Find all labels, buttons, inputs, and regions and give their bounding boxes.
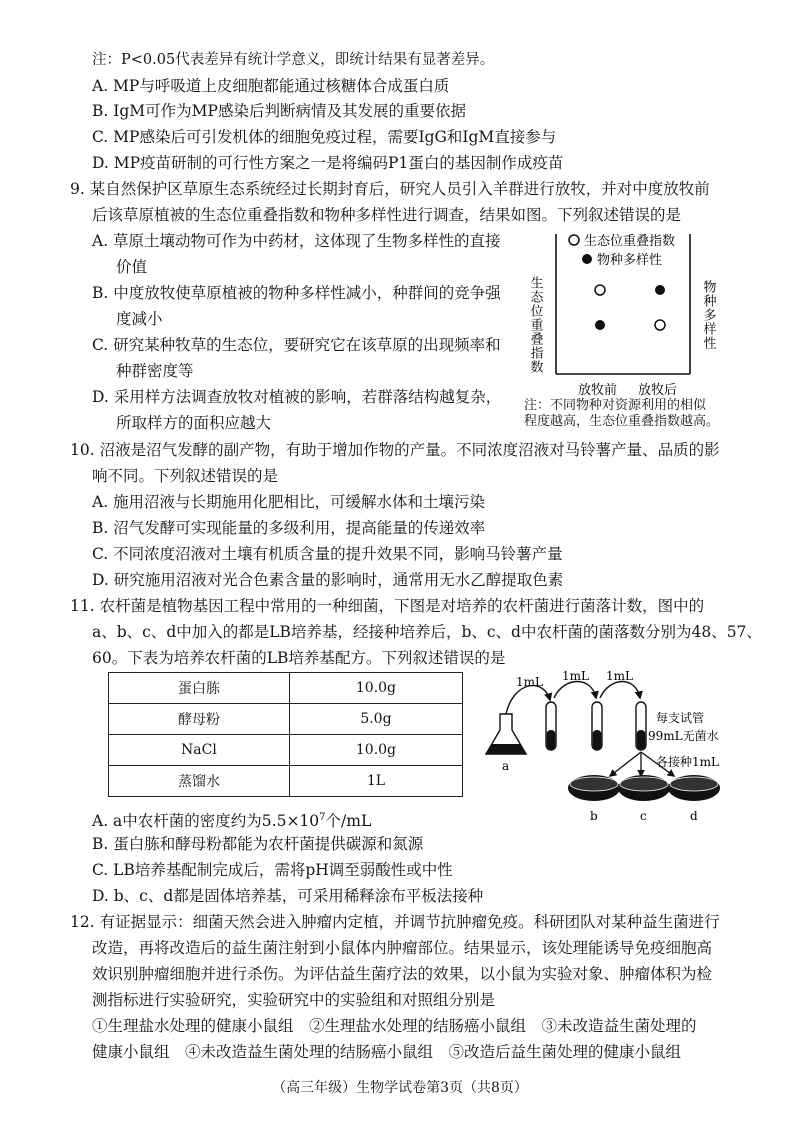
q10-option-c: C. 不同浓度沼液对土壤有机质含量的提升效果不同，影响马铃薯产量 (92, 545, 563, 563)
q10-option-d: D. 研究施用沼液对光合色素含量的影响时，通常用无水乙醇提取色素 (92, 571, 564, 589)
transfer-label-1: 1mL (516, 675, 543, 689)
q9-option-b-line2: 度减小 (116, 310, 163, 328)
ingredient-amount: 10.0g (289, 673, 462, 704)
q12-line6: 健康小鼠组 ④未改造益生菌处理的结肠癌小鼠组 ⑤改造后益生菌处理的健康小鼠组 (92, 1043, 682, 1061)
q11-stem-line1: 11. 农杆菌是植物基因工程中常用的一种细菌，下图是对培养的农杆菌进行菌落计数，图中的 (70, 597, 705, 615)
q9-stem-line2: 后该草原植被的生态位重叠指数和物种多样性进行调查，结果如图。下列叙述错误的是 (92, 206, 682, 224)
q12-line2: 改造，再将改造后的益生菌注射到小鼠体内肿瘤部位。结果显示，该处理能诱导免疫细胞高 (92, 939, 713, 957)
q9-stem-line1: 9. 某自然保护区草原生态系统经过长期封育后，研究人员引入羊群进行放牧，并对中度放牧前 (70, 180, 710, 198)
page-footer: （高三年级）生物学试卷第3页（共8页） (272, 1080, 528, 1096)
q10-option-a: A. 施用沼液与长期施用化肥相比，可缓解水体和土壤污染 (92, 493, 486, 511)
label-c: c (640, 809, 647, 823)
ingredient-amount: 5.0g (289, 704, 462, 735)
table-row (109, 735, 463, 766)
q11-option-a-exponent: 7 (319, 812, 326, 823)
transfer-arrow-1 (506, 686, 550, 714)
q9-option-a-line1: A. 草原土壤动物可作为中药材，这体现了生物多样性的直接 (92, 232, 501, 250)
niche-diversity-chart (520, 228, 740, 408)
ingredient-name: 蒸馏水 (109, 766, 290, 797)
q8-note: 注：P<0.05代表差异有统计学意义，即统计结果有显著差异。 (92, 52, 495, 68)
label-d: d (690, 809, 698, 823)
niche-overlap-point-after (655, 320, 665, 330)
transfer-arrow-3 (600, 682, 640, 699)
label-a: a (502, 759, 510, 773)
q8-option-b: B. IgM可作为MP感染后判断病情及其发展的重要依据 (92, 102, 466, 120)
test-tube-2 (592, 702, 602, 750)
flask-a (486, 714, 526, 754)
tube-note-line1: 每支试管 (656, 711, 705, 725)
plate-arrow-b (610, 752, 641, 776)
petri-plate-d (668, 775, 720, 801)
q8-option-d: D. MP疫苗研制的可行性方案之一是将编码P1蛋白的基因制作成疫苗 (92, 154, 564, 172)
transfer-label-3: 1mL (606, 669, 633, 683)
q12-line3: 效识别肿瘤细胞并进行杀伤。为评估益生菌疗法的效果，以小鼠为实验对象、肿瘤体积为检 (92, 965, 713, 983)
y-axis-left-label: 生态位重叠指数 (527, 276, 543, 374)
chart-note-line1: 注：不同物种对资源利用的相似 (524, 398, 707, 413)
ingredient-name: 酵母粉 (109, 704, 290, 735)
q12-line4: 测指标进行实验研究，实验研究中的实验组和对照组分别是 (92, 991, 496, 1009)
legend-label-niche: 生态位重叠指数 (584, 234, 676, 249)
q11-option-c: C. LB培养基配制完成后，需将pH调至弱酸性或中性 (92, 861, 453, 879)
dilution-plating-diagram (484, 668, 744, 828)
legend-label-diversity: 物种多样性 (597, 253, 663, 268)
q11-option-a (92, 808, 371, 831)
q11-option-a-text: A. a中农杆菌的密度约为5.5×10 (92, 812, 320, 831)
petri-plate-c (618, 775, 670, 801)
q11-stem-line2: a、b、c、d中加入的都是LB培养基，经接种培养后，b、c、d中农杆菌的菌落数分别为48、57、 (92, 623, 762, 641)
q8-option-a: A. MP与呼吸道上皮细胞都能通过核糖体合成蛋白质 (92, 77, 450, 95)
chart-note-line2: 程度越高，生态位重叠指数越高。 (524, 414, 720, 429)
q11-option-b: B. 蛋白胨和酵母粉都能为农杆菌提供碳源和氮源 (92, 835, 424, 853)
label-b: b (590, 809, 598, 823)
q9-option-d-line2: 所取样方的面积应越大 (116, 414, 272, 432)
test-tube-1 (546, 702, 556, 750)
q12-line1: 12. 有证据显示：细菌天然会进入肿瘤内定植，并调节抗肿瘤免疫。科研团队对某种益生菌进行 (70, 913, 720, 931)
q10-option-b: B. 沼气发酵可实现能量的多级利用，提高能量的传递效率 (92, 519, 486, 537)
q11-stem-line3: 60。下表为培养农杆菌的LB培养基配方。下列叙述错误的是 (92, 649, 506, 667)
tube-note-line2: 99mL无菌水 (648, 729, 719, 743)
q9-option-c-line1: C. 研究某种牧草的生态位，要研究它在该草原的出现频率和 (92, 336, 501, 354)
y-axis-right-label: 物种多样性 (700, 280, 716, 350)
transfer-label-2: 1mL (562, 669, 589, 683)
ingredient-amount: 10.0g (289, 735, 462, 766)
table-row (109, 766, 463, 797)
test-tube-3 (636, 702, 646, 750)
q9-option-d-line1: D. 采用样方法调查放牧对植被的影响，若群落结构越复杂， (92, 388, 502, 406)
q10-stem-line1: 10. 沼液是沼气发酵的副产物，有助于增加作物的产量。不同浓度沼液对马铃薯产量、品质的影 (70, 441, 720, 459)
legend-open-marker (569, 235, 579, 245)
q9-option-c-line2: 种群密度等 (116, 362, 194, 380)
table-row (109, 704, 463, 735)
legend-filled-marker (582, 254, 592, 264)
q9-option-b-line1: B. 中度放牧使草原植被的物种多样性减小，种群间的竞争强 (92, 284, 501, 302)
q8-option-c: C. MP感染后可引发机体的细胞免疫过程，需要IgG和IgM直接参与 (92, 128, 557, 146)
chart-legend (569, 233, 675, 268)
table-row (109, 673, 463, 704)
q9-option-a-line2: 价值 (116, 258, 148, 276)
q11-option-d: D. b、c、d都是固体培养基，可采用稀释涂布平板法接种 (92, 887, 484, 905)
inoculate-label: 各接种1mL (656, 755, 719, 769)
diversity-point-before (595, 320, 605, 330)
transfer-arrow-2 (554, 682, 596, 699)
ingredient-amount: 1L (289, 766, 462, 797)
x-tick-after: 放牧后 (638, 383, 678, 398)
lb-medium-table (108, 672, 463, 797)
niche-overlap-point-before (595, 285, 605, 295)
q10-stem-line2: 响不同。下列叙述错误的是 (92, 467, 279, 485)
ingredient-name: 蛋白胨 (109, 673, 290, 704)
ingredient-name: NaCl (109, 735, 290, 766)
x-tick-before: 放牧前 (578, 383, 618, 398)
petri-plate-b (568, 775, 620, 801)
diversity-point-after (655, 285, 665, 295)
q11-option-a-unit: 个/mL (325, 812, 372, 831)
q12-line5: ①生理盐水处理的健康小鼠组 ②生理盐水处理的结肠癌小鼠组 ③未改造益生菌处理的 (92, 1017, 697, 1035)
